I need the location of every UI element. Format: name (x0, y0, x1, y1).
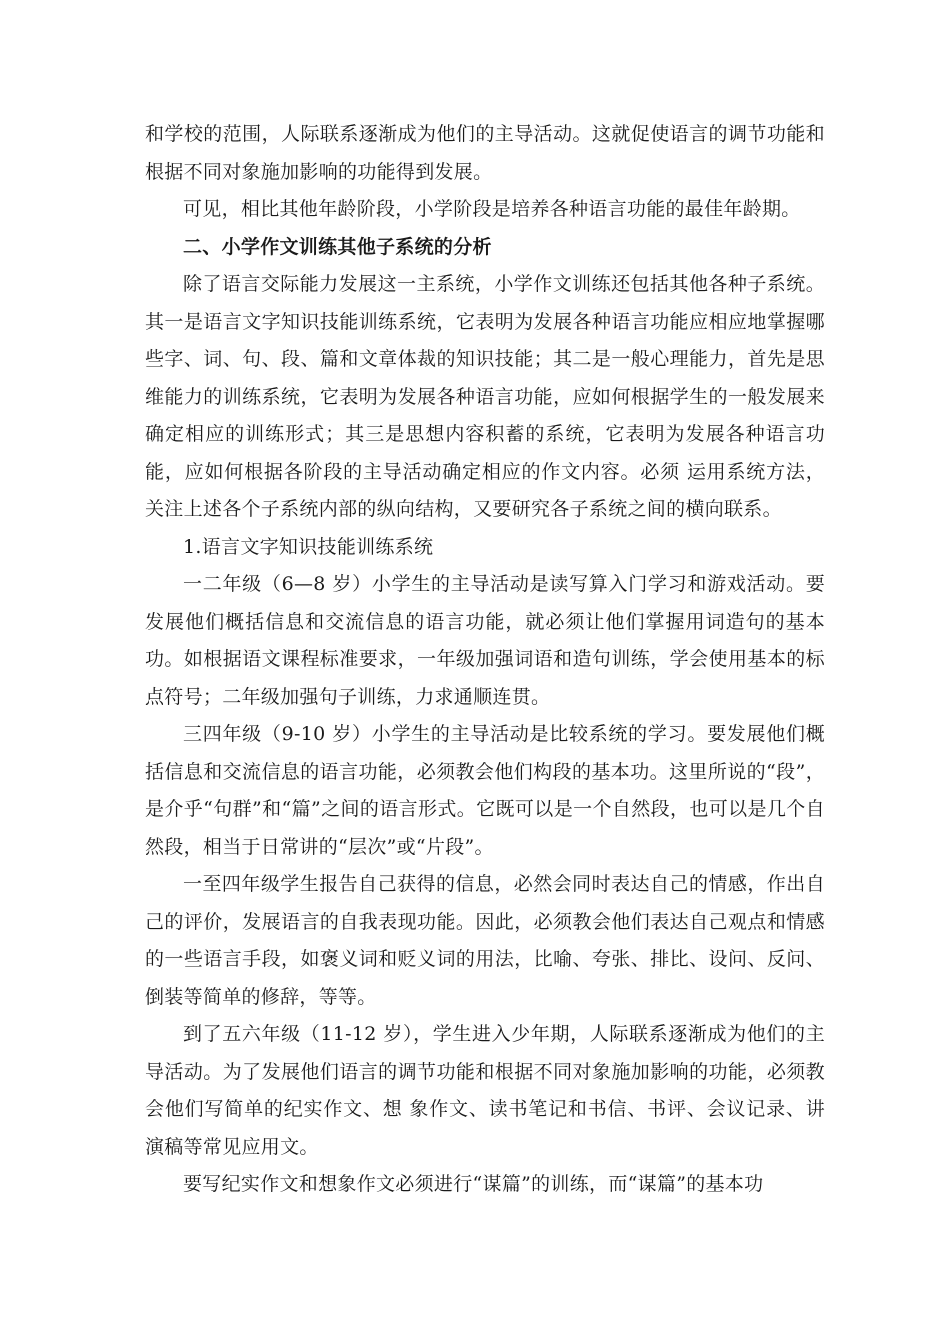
paragraph: 要写纪实作文和想象作文必须进行“谋篇”的训练，而“谋篇”的基本功 (183, 1173, 764, 1195)
paragraph: 除了语言交际能力发展这一主系统，小学作文训练还包括其他各种子系统。其一是语言文字知识技能训练系统，它表明为发展各种语言功能应相应地掌握哪些字、词、句、段、篇和文章体裁的知识技能；其二是一般心理能力，首先是思维能力的训练系统，它表明为发展各种语言功能，应如何根据学生的一般发展来确定相应的训练形式；其三是思想内容积蓄的系统，它表明为发展各种语言功能，应如何根据各阶段的主导活动确定相应的作文内容。必须 运用系统方法，关注上述各个子系统内部的纵向结构，又要研究各子系统之间的横向联系。 (145, 273, 825, 520)
paragraph: 一至四年级学生报告自己获得的信息，必然会同时表达自己的情感，作出自己的评价，发展语言的自我表现功能。因此，必须教会他们表达自己观点和情感的一些语言手段，如褒义词和贬义词的用法，比喻、夸张、排比、设问、反问、倒装等简单的修辞，等等。 (145, 873, 825, 1008)
section-heading: 二、小学作文训练其他子系统的分析 (183, 235, 492, 258)
paragraph: 到了五六年级（11-12 岁），学生进入少年期，人际联系逐渐成为他们的主导活动。为了发展他们语言的调节功能和根据不同对象施加影响的功能，必须教会他们写简单的纪实作文、想 象作文、读书笔记和书信、书评、会议记录、讲演稿等常见应用文。 (145, 1023, 825, 1158)
paragraph: 一二年级（6—8 岁）小学生的主导活动是读写算入门学习和游戏活动。要发展他们概括信息和交流信息的语言功能，就必须让他们掌握用词造句的基本功。如根据语文课程标准要求，一年级加强词语和造句训练，学会使用基本的标点符号；二年级加强句子训练，力求通顺连贯。 (145, 573, 825, 708)
paragraph: 可见，相比其他年龄阶段，小学阶段是培养各种语言功能的最佳年龄期。 (183, 198, 801, 220)
subsection-heading: 1.语言文字知识技能训练系统 (183, 535, 434, 558)
paragraph: 三四年级（9-10 岁）小学生的主导活动是比较系统的学习。要发展他们概括信息和交流信息的语言功能，必须教会他们构段的基本功。这里所说的“段”，是介乎“句群”和“篇”之间的语言形式。它既可以是一个自然段，也可以是几个自然段，相当于日常讲的“层次”或“片段”。 (145, 723, 825, 858)
document-body (145, 116, 825, 1204)
paragraph-continued: 和学校的范围，人际联系逐渐成为他们的主导活动。这就促使语言的调节功能和根据不同对象施加影响的功能得到发展。 (145, 123, 825, 183)
